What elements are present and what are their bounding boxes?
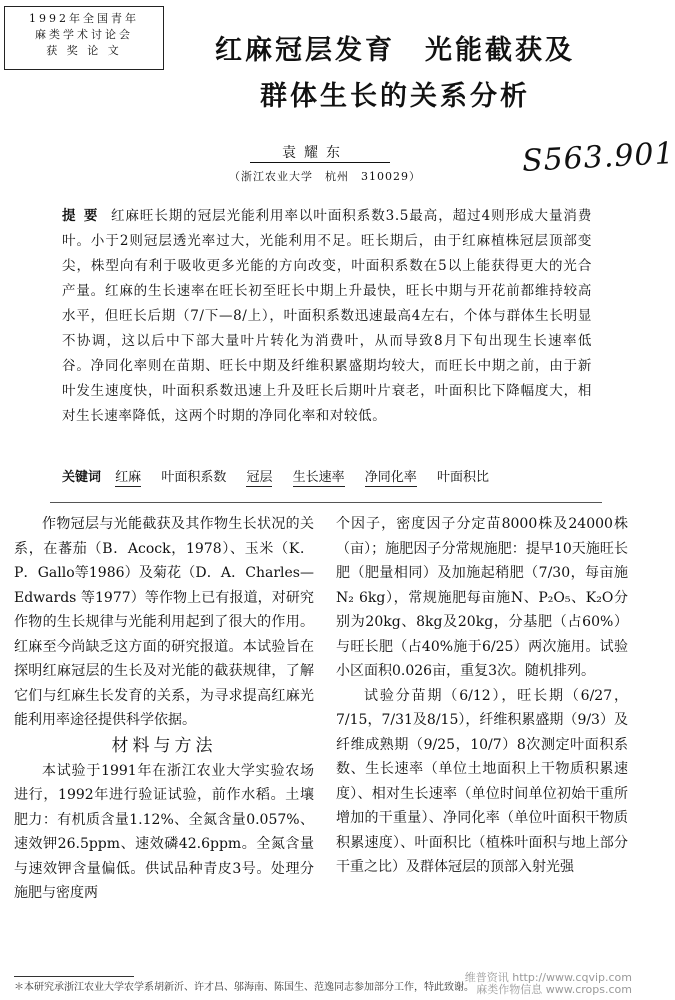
right-column	[336, 512, 628, 880]
keywords-label: 关键词	[62, 470, 102, 485]
footnote-divider	[14, 976, 134, 977]
author-underline	[250, 162, 390, 163]
affiliation: （浙江农业大学 杭州 310029）	[229, 170, 421, 183]
keyword-item: 叶面积系数	[161, 470, 227, 485]
sampling-paragraph: 试验分苗期（6/12），旺长期（6/27，7/15，7/31及8/15），纤维积累盛期（9/3）及纤维成熟期（9/25，10/7）8次测定叶面积系数、生长速率（单位土地面积上干物质积累速度）、相对生长速率（单位时间单位初始干重所增加的干重量）、净同化率（单位叶面积干物质积累速度）、叶面积比（植株叶面积与地上部分干重之比）及群体冠层的顶部入射光强	[336, 687, 628, 875]
intro-paragraph: 作物冠层与光能截获及其作物生长状况的关系，在蕃茄（B．Acock，1978）、玉米（K．P．Gallo等1986）及菊花（D．A．Charles—Edwards 等1977）等作物上已有报道，对研究作物的生长规律与光能利用起到了很大的作用。红麻至今尚缺乏这方面的研究报道。本试验旨在探明红麻冠层的生长及对光能的截获规律，了解它们与红麻生长发育的关系，为寻求提高红麻光能利用率途径提供科学依据。	[14, 516, 314, 728]
methods-paragraph: 本试验于1991年在浙江农业大学实验农场进行，1992年进行验证试验，前作水稻。土壤肥力：有机质含量1.12%、全氮含量0.057%、速效钾26.5ppm、速效磷42.6ppm。全氮含量与速效钾含量偏低。供试品种青皮3号。处理分施肥与密度两	[14, 762, 314, 901]
keyword-item: 生长速率	[292, 470, 345, 485]
title-line-2: 群体生长的关系分析	[260, 81, 530, 112]
abstract-divider	[50, 502, 602, 503]
stamp-line-1: 1992年全国青年	[29, 12, 139, 25]
keyword-item: 冠层	[246, 470, 273, 485]
methods-continued-paragraph: 个因子，密度因子分定苗8000株及24000株（亩）；施肥因子分常规施肥：提早10天施旺长肥（肥量相同）及加施起稍肥（7/30，每亩施N₂ 6kg），常规施肥每亩施N、P₂O₅、K₂O分别为20kg、8kg及20kg，分基肥（占60%）与旺长肥（占40%施于6/25）两次施用。试验小区面积0.026亩，重复3次。随机排列。	[336, 516, 628, 679]
watermark-line-1: 维普资讯 http://www.cqvip.com	[464, 971, 632, 984]
left-column	[14, 512, 314, 906]
award-stamp	[4, 6, 164, 70]
abstract	[62, 204, 592, 429]
stamp-line-2: 麻类学术讨论会	[35, 28, 133, 41]
watermark	[465, 972, 632, 996]
footnote: ＊本研究承浙江农业大学农学系胡新沂、许才昌、邬海南、陈国生、范逸同志参加部分工作，特此致谢。	[14, 982, 474, 993]
section-heading: 材料与方法	[111, 735, 217, 756]
keywords	[62, 466, 622, 485]
title-line-1: 红麻冠层发育 光能截获及	[215, 35, 575, 66]
stamp-line-3: 获 奖 论 文	[46, 44, 122, 57]
keyword-item: 净同化率	[364, 470, 417, 485]
author: 袁耀东	[282, 145, 348, 161]
abstract-text: 红麻旺长期的冠层光能利用率以叶面积系数3.5最高，超过4则形成大量消费叶。小于2则冠层透光率过大，光能利用不足。旺长期后，由于红麻植株冠层顶部变尖，株型向有利于吸收更多光能的方向改变，叶面积系数在5以上能获得更大的光合产量。红麻的生长速率在旺长初至旺长中期上升最快，旺长中期与开花前都维持较高水平，但旺长后期（7/下—8/上），叶面积系数迅速最高4左右，个体与群体生长明显不协调，这以后中下部大量叶片转化为消费叶，从而导致8月下旬出现生长速率低谷。净同化率则在苗期、旺长中期及纤维积累盛期均较大，而旺长中期之前，由于新叶发生速度快，叶面积系数迅速上升及旺长后期叶片衰老，叶面积比下降幅度大，相对生长速率降低，这两个时期的净同化率和对较低。	[62, 208, 592, 424]
abstract-label: 提要	[62, 208, 106, 224]
keyword-item: 叶面积比	[436, 470, 489, 485]
watermark-line-2: 麻类作物信息 www.crops.com	[476, 983, 632, 996]
handwritten-classification-note: S563.901	[521, 136, 675, 179]
keyword-item: 红麻	[115, 470, 142, 485]
